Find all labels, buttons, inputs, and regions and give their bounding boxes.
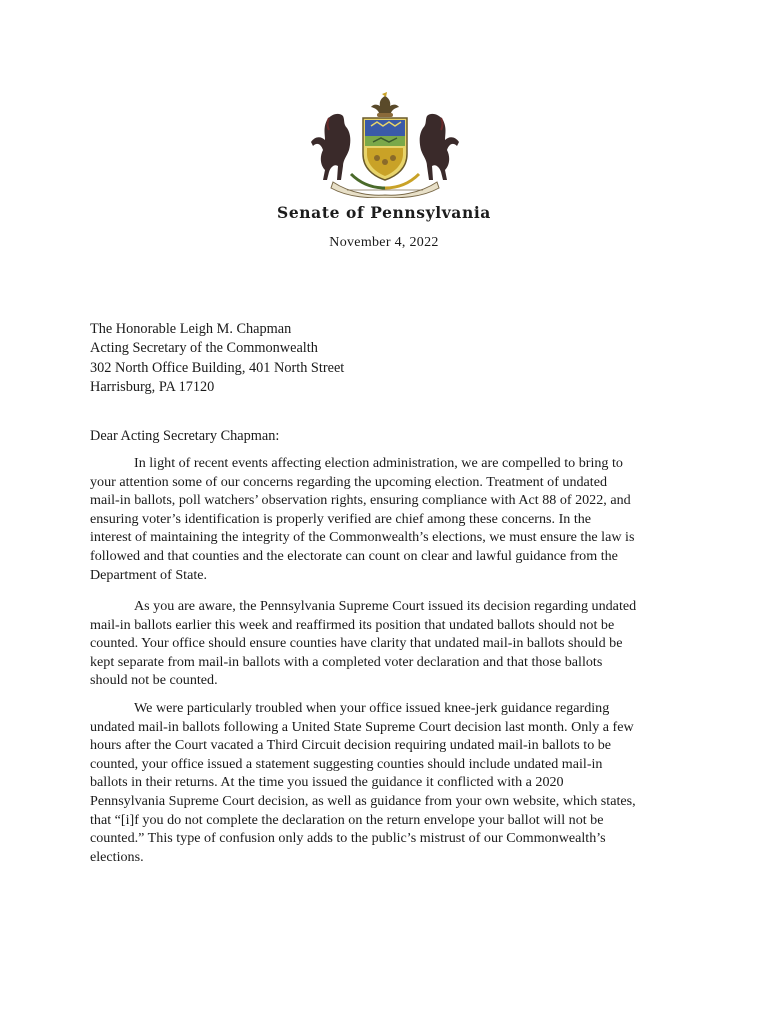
salutation: Dear Acting Secretary Chapman: bbox=[90, 428, 280, 444]
left-horse-icon bbox=[311, 114, 350, 180]
paragraph-line: interest of maintaining the integrity of the Commonwealth’s elections, we must ensure the law is bbox=[90, 529, 635, 546]
body-paragraph-2 bbox=[90, 597, 680, 690]
right-horse-icon bbox=[420, 114, 459, 180]
recipient-street: 302 North Office Building, 401 North Street bbox=[90, 359, 345, 376]
eagle-crest-icon bbox=[371, 92, 399, 117]
paragraph-line: hours after the Court vacated a Third Circuit decision requiring undated mail-in ballots to be bbox=[90, 737, 612, 754]
paragraph-line: We were particularly troubled when your office issued knee-jerk guidance regarding bbox=[134, 700, 610, 716]
paragraph-line: mail-in ballots earlier this week and reaffirmed its position that undated ballots should not be bbox=[90, 616, 615, 633]
paragraph-line: mail-in ballots, poll watchers’ observation rights, ensuring compliance with Act 88 of 2022, and bbox=[90, 492, 631, 509]
paragraph-line: Department of State. bbox=[90, 566, 208, 583]
motto-ribbon-icon bbox=[331, 182, 439, 198]
letter-date: November 4, 2022 bbox=[329, 235, 439, 250]
paragraph-line: that “[i]f you do not complete the declaration on the return envelope your ballot will not be bbox=[90, 811, 604, 828]
body-paragraph-3 bbox=[90, 699, 680, 866]
senate-letterhead: Senate of Pennsylvania bbox=[277, 203, 491, 222]
paragraph-line: In light of recent events affecting election administration, we are compelled to bring to bbox=[134, 455, 623, 471]
paragraph-line: your attention some of our concerns regarding the upcoming election. Treatment of undated bbox=[90, 473, 608, 490]
recipient-address-block bbox=[90, 320, 344, 397]
paragraph-line: counted. Your office should ensure counties have clarity that undated mail-in ballots should be bbox=[90, 635, 623, 652]
paragraph-line: elections. bbox=[90, 848, 144, 865]
recipient-name: The Honorable Leigh M. Chapman bbox=[90, 321, 292, 337]
paragraph-line: undated mail-in ballots following a United State Supreme Court decision last month. Only a few bbox=[90, 718, 634, 735]
paragraph-line: ensuring voter’s identification is properly verified are chief among these concerns. In the bbox=[90, 510, 592, 527]
recipient-city: Harrisburg, PA 17120 bbox=[90, 378, 215, 395]
paragraph-line: counted.” This type of confusion only adds to the public’s mistrust of our Commonwealth’s bbox=[90, 830, 606, 847]
body-paragraph-1 bbox=[90, 454, 680, 584]
paragraph-line: followed and that counties and the electorate can count on clear and lawful guidance from the bbox=[90, 547, 618, 564]
paragraph-line: ballots in their returns. At the time you issued the guidance it conflicted with a 2020 bbox=[90, 774, 564, 791]
pennsylvania-coat-of-arms-icon bbox=[307, 92, 463, 198]
paragraph-line: As you are aware, the Pennsylvania Supreme Court issued its decision regarding undated bbox=[134, 598, 637, 614]
paragraph-line: should not be counted. bbox=[90, 672, 218, 689]
paragraph-line: counted, your office issued a statement suggesting counties should include undated mail-in bbox=[90, 755, 603, 772]
paragraph-line: kept separate from mail-in ballots with a completed voter declaration and that those ballots bbox=[90, 653, 603, 670]
shield-icon bbox=[363, 118, 407, 180]
recipient-title: Acting Secretary of the Commonwealth bbox=[90, 340, 318, 357]
paragraph-line: Pennsylvania Supreme Court decision, as well as guidance from your own website, which states, bbox=[90, 792, 636, 809]
